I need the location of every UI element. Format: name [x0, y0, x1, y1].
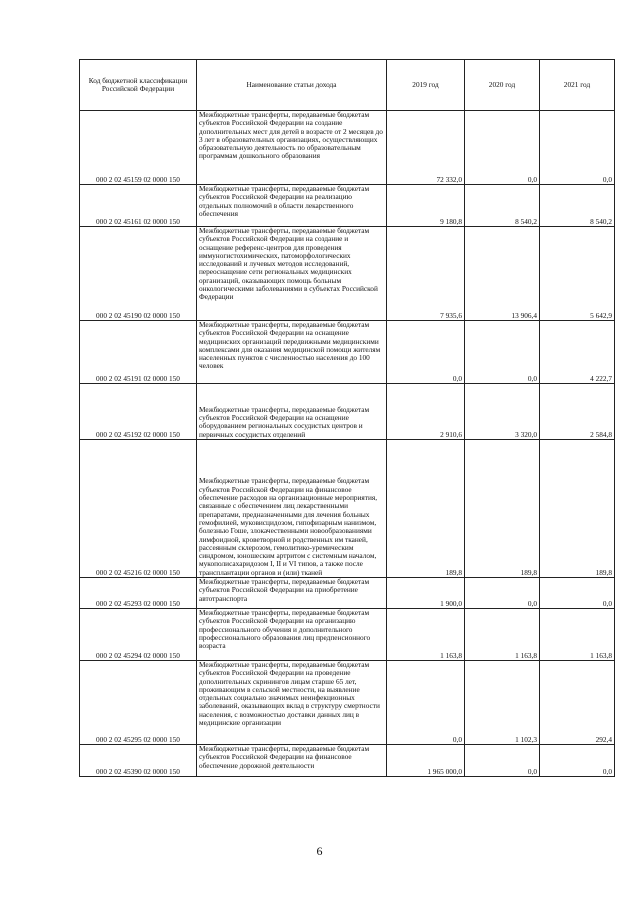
- row-value-2020: 1 102,3: [465, 661, 540, 745]
- table-row: [80, 440, 615, 578]
- row-value-2021: 4 222,7: [540, 321, 615, 384]
- row-code: 000 2 02 45159 02 0000 150: [80, 111, 197, 185]
- row-name: Межбюджетные трансферты, передаваемые бюджетам субъектов Российской Федерации на проведение дополнительных скринингов лицам старше 65 лет, проживающим в сельской местности, на выявление отдельных социально значимых неинфекционных заболеваний, оказывающих вклад в структуру смертности населения, с возможностью доставки данных лиц в медицинские организации: [197, 661, 387, 745]
- table-row: [80, 609, 615, 661]
- header-2019: 2019 год: [387, 60, 465, 111]
- row-code: 000 2 02 45216 02 0000 150: [80, 440, 197, 578]
- table-row: [80, 745, 615, 777]
- row-code: 000 2 02 45161 02 0000 150: [80, 185, 197, 227]
- row-code: 000 2 02 45293 02 0000 150: [80, 578, 197, 609]
- row-value-2019: 72 332,0: [387, 111, 465, 185]
- row-value-2019: 7 935,6: [387, 227, 465, 321]
- row-code: 000 2 02 45192 02 0000 150: [80, 384, 197, 440]
- header-code: Код бюджетной классификации Российской Федерации: [80, 60, 197, 111]
- row-name: Межбюджетные трансферты, передаваемые бюджетам субъектов Российской Федерации на оснащение медицинских организаций передвижными медицинскими комплексами для оказания медицинской помощи жителям населенных пунктов с численностью населения до 100 человек: [197, 321, 387, 384]
- table-row: [80, 321, 615, 384]
- table-header-row: [80, 60, 615, 111]
- row-value-2021: 292,4: [540, 661, 615, 745]
- row-value-2021: 5 642,9: [540, 227, 615, 321]
- row-value-2021: 1 163,8: [540, 609, 615, 661]
- row-code: 000 2 02 45294 02 0000 150: [80, 609, 197, 661]
- table-row: [80, 227, 615, 321]
- row-value-2019: 0,0: [387, 321, 465, 384]
- row-name: Межбюджетные трансферты, передаваемые бюджетам субъектов Российской Федерации на финансовое обеспечение дорожной деятельности: [197, 745, 387, 777]
- row-name: Межбюджетные трансферты, передаваемые бюджетам субъектов Российской Федерации на организацию профессионального обучения и дополнительного профессионального образования лиц предпенсионного возраста: [197, 609, 387, 661]
- row-name: Межбюджетные трансферты, передаваемые бюджетам субъектов Российской Федерации на финансовое обеспечение расходов на организационные мероприятия, связанные с обеспечением лиц лекарственными препаратами, предназначенными для лечения больных гемофилией, муковисцидозом, гипофизарным нанизмом, болезнью Гоше, злокачественными новообразованиями лимфоидной, кроветворной и родственных им тканей, рассеянным склерозом, гемолитико-уремическим синдромом, юношеским артритом с системным началом, мукополисахаридозом I, II и VI типов, а также после трансплантации органов и (или) тканей: [197, 440, 387, 578]
- header-2021: 2021 год: [540, 60, 615, 111]
- header-2020: 2020 год: [465, 60, 540, 111]
- row-code: 000 2 02 45295 02 0000 150: [80, 661, 197, 745]
- row-name: Межбюджетные трансферты, передаваемые бюджетам субъектов Российской Федерации на реализацию отдельных полномочий в области лекарственного обеспечения: [197, 185, 387, 227]
- row-value-2019: 1 163,8: [387, 609, 465, 661]
- page-number: 6: [316, 844, 323, 858]
- row-value-2021: 2 584,8: [540, 384, 615, 440]
- table-row: [80, 661, 615, 745]
- row-value-2019: 2 910,6: [387, 384, 465, 440]
- row-value-2019: 9 180,8: [387, 185, 465, 227]
- row-value-2021: 0,0: [540, 111, 615, 185]
- row-value-2019: 1 965 000,0: [387, 745, 465, 777]
- table-row: [80, 111, 615, 185]
- row-name: Межбюджетные трансферты, передаваемые бюджетам субъектов Российской Федерации на создание и оснащение референс-центров для проведения иммуногистохимических, патоморфологических исследований и лучевых методов исследований, переоснащение сети региональных медицинских организаций, оказывающих помощь больным онкологическими заболеваниями в субъектах Российской Федерации: [197, 227, 387, 321]
- row-code: 000 2 02 45190 02 0000 150: [80, 227, 197, 321]
- row-value-2019: 189,8: [387, 440, 465, 578]
- row-value-2020: 0,0: [465, 321, 540, 384]
- row-code: 000 2 02 45191 02 0000 150: [80, 321, 197, 384]
- row-value-2020: 3 320,0: [465, 384, 540, 440]
- row-name: Межбюджетные трансферты, передаваемые бюджетам субъектов Российской Федерации на приобретение автотранспорта: [197, 578, 387, 609]
- header-name: Наименование статьи дохода: [197, 60, 387, 111]
- row-value-2020: 8 540,2: [465, 185, 540, 227]
- table-row: [80, 578, 615, 609]
- budget-revenue-table: [79, 59, 615, 777]
- table-row: [80, 185, 615, 227]
- row-value-2020: 0,0: [465, 578, 540, 609]
- row-value-2019: 1 900,0: [387, 578, 465, 609]
- row-value-2020: 13 906,4: [465, 227, 540, 321]
- row-value-2021: 189,8: [540, 440, 615, 578]
- row-value-2021: 0,0: [540, 745, 615, 777]
- row-value-2020: 0,0: [465, 111, 540, 185]
- row-name: Межбюджетные трансферты, передаваемые бюджетам субъектов Российской Федерации на оснащение оборудованием региональных сосудистых центров и первичных сосудистых отделений: [197, 384, 387, 440]
- row-name: Межбюджетные трансферты, передаваемые бюджетам субъектов Российской Федерации на создание дополнительных мест для детей в возрасте от 2 месяцев до 3 лет в образовательных организациях, осуществляющих образовательную деятельность по образовательным программам дошкольного образования: [197, 111, 387, 185]
- row-value-2020: 1 163,8: [465, 609, 540, 661]
- table-row: [80, 384, 615, 440]
- row-code: 000 2 02 45390 02 0000 150: [80, 745, 197, 777]
- row-value-2020: 189,8: [465, 440, 540, 578]
- row-value-2019: 0,0: [387, 661, 465, 745]
- row-value-2021: 8 540,2: [540, 185, 615, 227]
- row-value-2020: 0,0: [465, 745, 540, 777]
- row-value-2021: 0,0: [540, 578, 615, 609]
